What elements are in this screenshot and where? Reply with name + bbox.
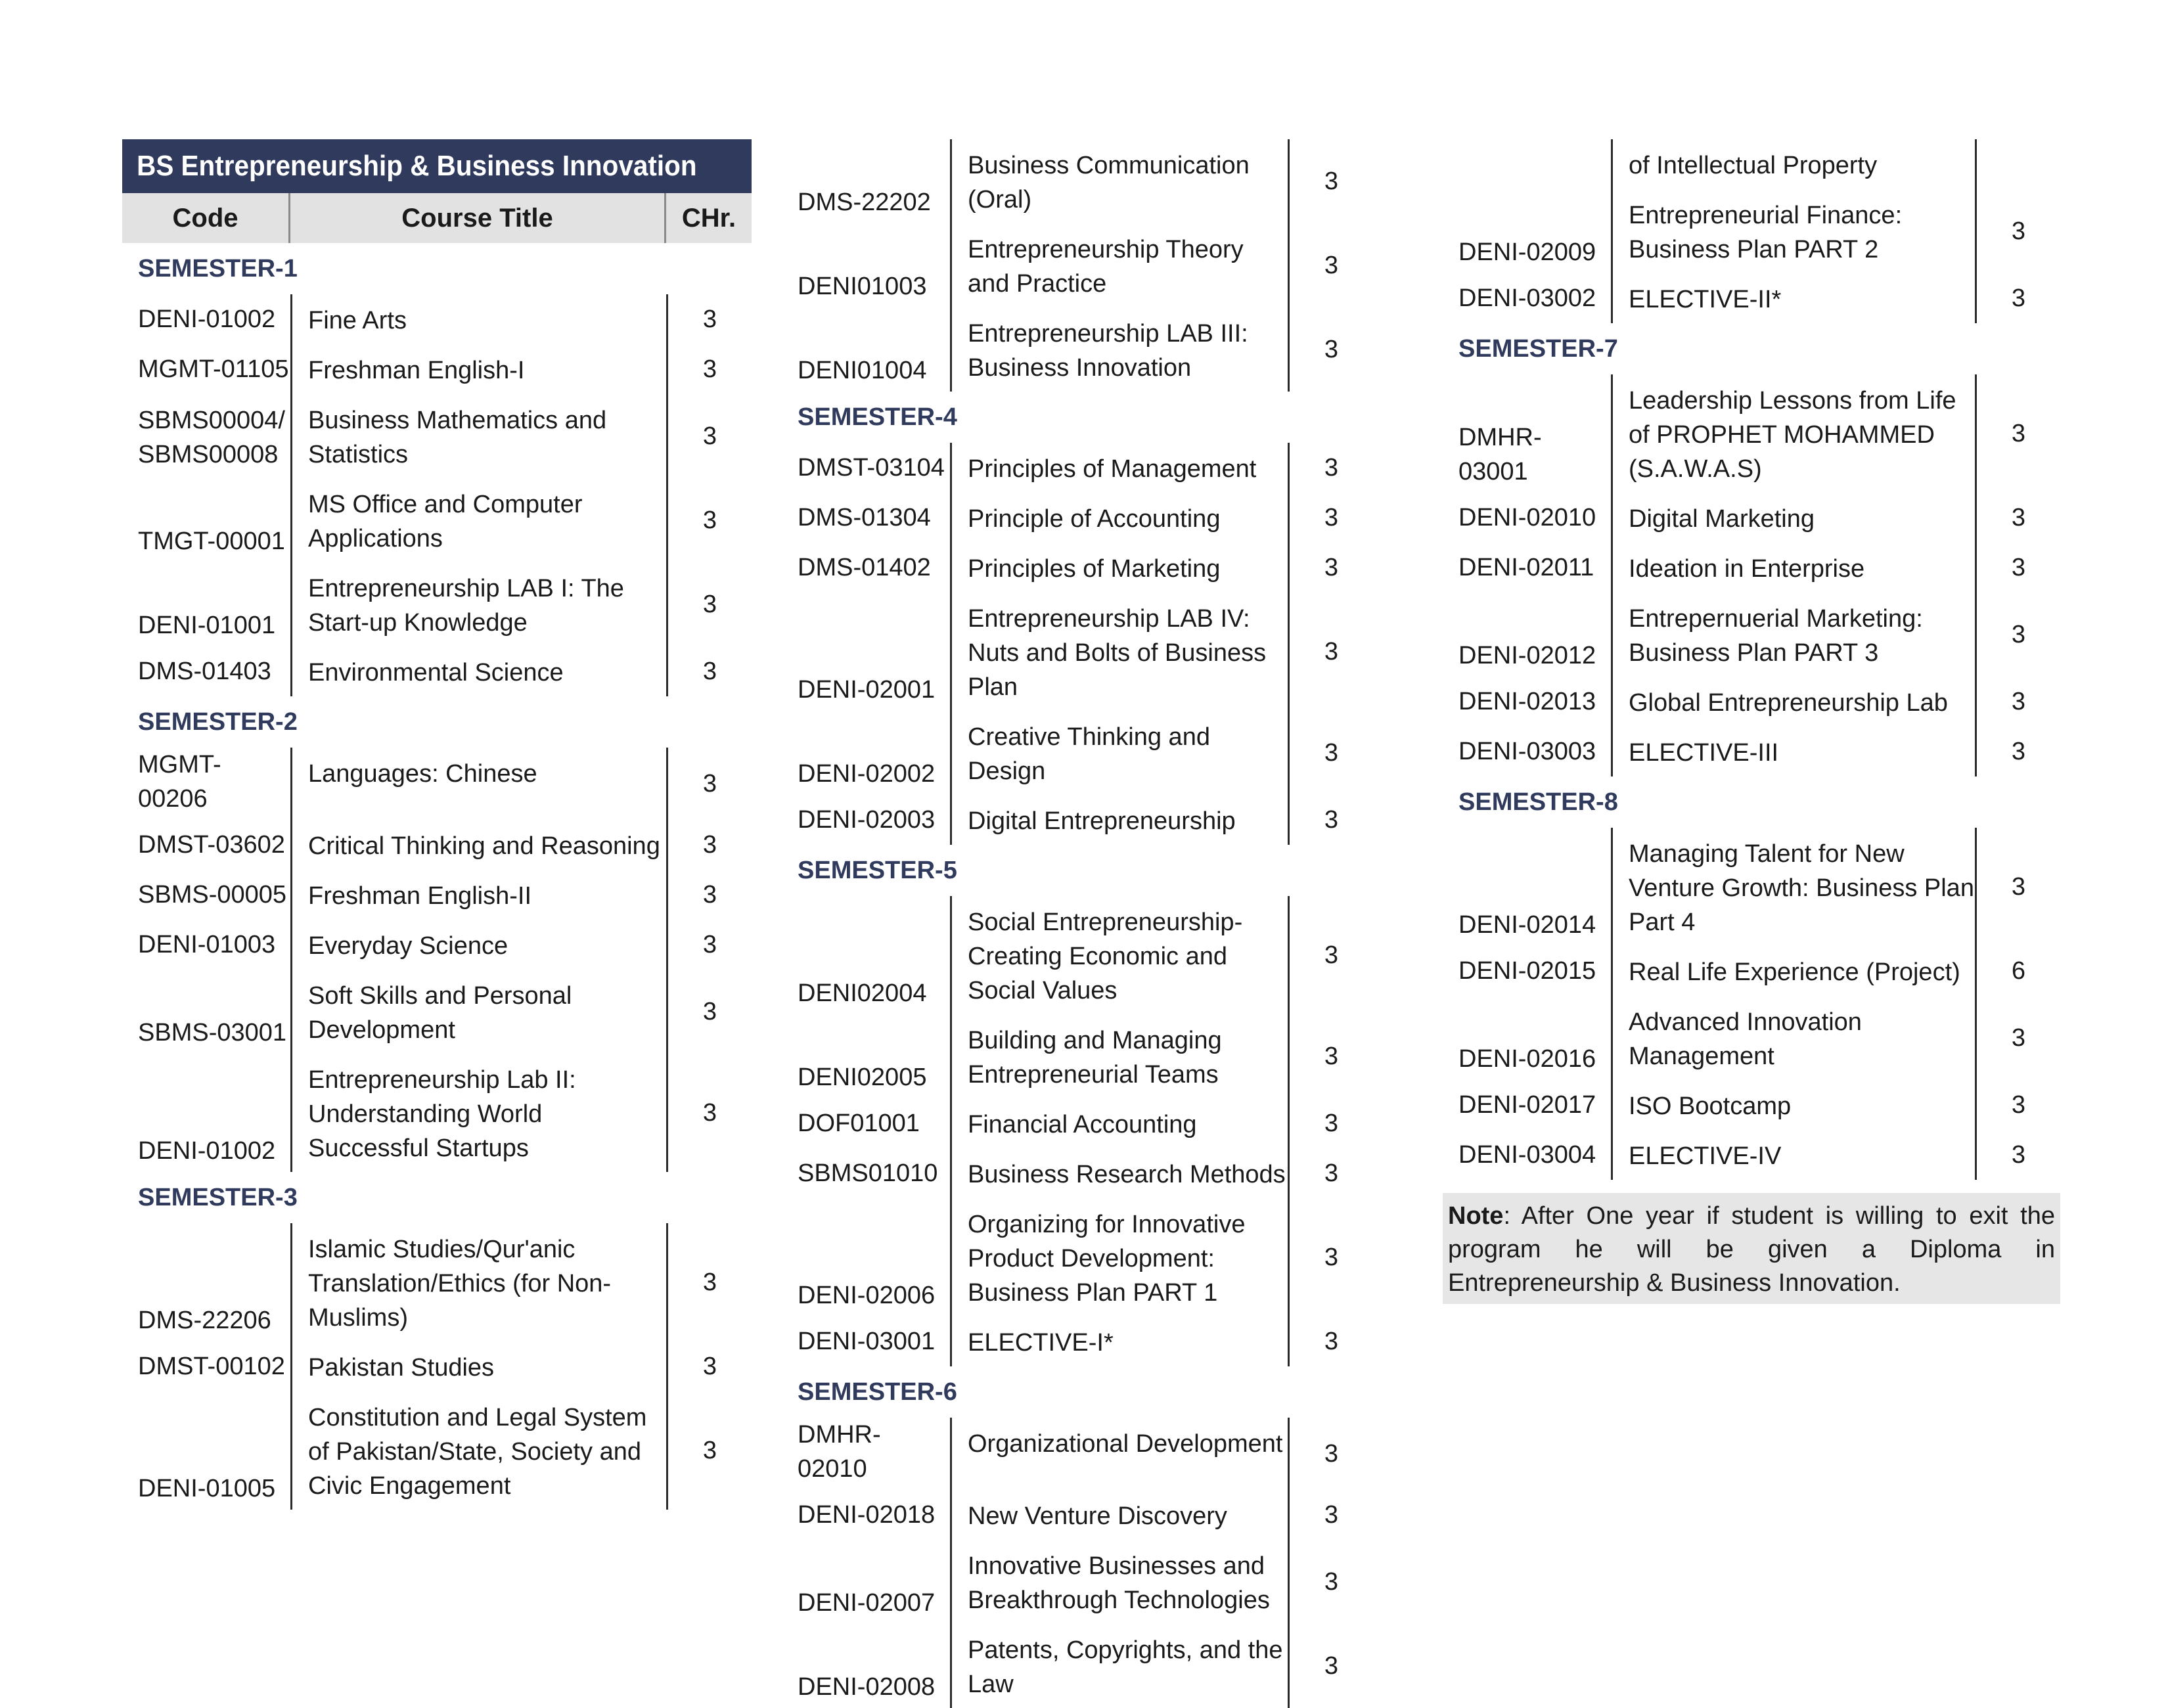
course-title: Business Communication (Oral) [950,139,1288,223]
course-title: ELECTIVE-III [1611,727,1975,776]
credit-hours: 3 [1975,727,2060,776]
credit-hours: 3 [666,562,752,646]
course-code: DENI-02015 [1458,957,1596,985]
course-row [122,1341,752,1391]
course-code: DENI-03003 [1458,738,1596,765]
course-title: Islamic Studies/Qur'anic Translation/Ethics (for Non-Muslims) [290,1223,666,1341]
header-course-title: Course Title [290,193,666,243]
semester-heading: SEMESTER-4 [798,403,957,431]
credit-hours: 3 [666,1054,752,1172]
course-title: Pakistan Studies [290,1341,666,1391]
course-code: DMS-01402 [798,554,931,581]
course-row [122,646,752,696]
credit-hours: 3 [1288,1198,1373,1316]
course-title: Entrepreneurship Theory and Practice [950,223,1288,307]
course-title: of Intellectual Property [1611,139,1975,189]
course-title: ELECTIVE-II* [1611,273,1975,323]
course-row [782,223,1373,307]
table-header [122,193,752,243]
course-title: MS Office and Computer Applications [290,478,666,562]
course-row [1443,727,2060,776]
credit-hours: 3 [1288,139,1373,223]
course-title: Entrepreneurship LAB III: Business Innovation [950,307,1288,392]
course-title: Entrepreneurship LAB I: The Start-up Knowledge [290,562,666,646]
course-row [782,543,1373,593]
credit-hours: 3 [1288,1540,1373,1624]
course-row [122,1054,752,1172]
course-code: DENI-02006 [798,1282,936,1309]
course-code: DENI-03004 [1458,1141,1596,1169]
course-row [122,344,752,394]
course-row [1443,139,2060,189]
course-code: DENI-02010 [1458,504,1596,531]
course-code: DENI-01002 [138,1137,276,1165]
credit-hours: 3 [1288,711,1373,795]
course-title: Principle of Accounting [950,493,1288,543]
course-row [122,870,752,920]
credit-hours: 3 [666,1223,752,1341]
credit-hours: 3 [666,344,752,394]
header-code: Code [122,193,290,243]
course-row [122,1391,752,1510]
course-title: Business Research Methods [950,1148,1288,1198]
program-title-banner [122,139,752,193]
credit-hours: 3 [1975,828,2060,946]
credit-hours: 6 [1975,946,2060,996]
course-row [782,1198,1373,1316]
credit-hours: 3 [1975,374,2060,493]
credit-hours: 3 [666,478,752,562]
course-code: MGMT-01105 [138,355,289,383]
course-row [782,1316,1373,1366]
course-row [782,1148,1373,1198]
course-code: DMS-01403 [138,658,271,685]
course-title: New Venture Discovery [950,1490,1288,1540]
credit-hours: 3 [1288,493,1373,543]
course-row [1443,543,2060,593]
course-code: DMST-03104 [798,454,945,482]
course-row [122,748,752,820]
course-code: DENI-03002 [1458,284,1596,312]
course-code: DMS-22206 [138,1307,271,1334]
course-code: DENI-02014 [1458,911,1596,939]
credit-hours: 3 [1975,593,2060,677]
credit-hours: 3 [1975,543,2060,593]
course-row [122,394,752,478]
course-code: DENI-01001 [138,612,276,639]
credit-hours: 3 [666,1341,752,1391]
course-code: DOF01001 [798,1110,920,1137]
course-row [1443,677,2060,727]
course-title: Entrepernuerial Marketing: Business Plan PART 3 [1611,593,1975,677]
course-code: DENI-02017 [1458,1091,1596,1119]
course-title: Advanced Innovation Management [1611,996,1975,1080]
course-code: DMS-22202 [798,189,931,216]
credit-hours: 3 [1288,896,1373,1014]
course-code: DENI02004 [798,979,927,1007]
course-code: DENI01004 [798,357,927,384]
course-title: ELECTIVE-I* [950,1316,1288,1366]
course-title: Principles of Management [950,443,1288,493]
column-1-rows [122,243,752,1510]
semester-heading: SEMESTER-2 [138,708,298,736]
credit-hours: 3 [1288,223,1373,307]
credit-hours: 3 [666,1391,752,1510]
course-title: Creative Thinking and Design [950,711,1288,795]
credit-hours: 3 [1288,1418,1373,1490]
course-title: Global Entrepreneurship Lab [1611,677,1975,727]
course-code: DENI-01002 [138,305,276,333]
credit-hours: 3 [666,920,752,970]
course-title: Soft Skills and Personal Development [290,970,666,1054]
course-title: Organizational Development [950,1418,1288,1490]
course-code: DENI-02002 [798,760,936,788]
course-code: DENI-03001 [798,1328,936,1355]
course-row [782,493,1373,543]
course-code: DENI-02003 [798,806,936,834]
note-text: : After One year if student is willing to exit the program he will be given a Diploma in Entrepreneurship & Business Innovation. [1448,1202,2055,1297]
course-code: DENI-02007 [798,1589,936,1617]
curriculum-column-3 [1443,139,2060,1304]
course-title: Everyday Science [290,920,666,970]
course-row [1443,1130,2060,1180]
course-code [1443,139,1611,189]
course-code: DENI-02001 [798,676,936,704]
header-credit-hours: CHr. [681,203,736,233]
course-row [122,562,752,646]
course-title: Freshman English-I [290,344,666,394]
credit-hours [1975,139,2060,189]
course-title: Digital Entrepreneurship [950,795,1288,845]
course-code: SBMS01010 [798,1159,938,1187]
credit-hours: 3 [666,394,752,478]
credit-hours: 3 [1975,273,2060,323]
course-row [782,1418,1373,1490]
semester-heading: SEMESTER-8 [1458,788,1618,816]
course-title: Entrepreneurship Lab II: Understanding World Successful Startups [290,1054,666,1172]
column-2-rows [782,139,1373,1708]
course-title: Innovative Businesses and Breakthrough Technologies [950,1540,1288,1624]
credit-hours: 3 [1288,1148,1373,1198]
course-row [782,593,1373,711]
course-row [782,1014,1373,1098]
course-code: DMS-01304 [798,504,931,531]
course-title: Leadership Lessons from Life of PROPHET MOHAMMED (S.A.W.A.S) [1611,374,1975,493]
course-code: MGMT-00206 [138,751,221,813]
program-title: BS Entrepreneurship & Business Innovation [122,139,752,193]
course-code: DMHR-02010 [798,1421,881,1483]
course-code: DENI-02012 [1458,642,1596,669]
course-row [1443,374,2060,493]
credit-hours: 3 [1288,1098,1373,1148]
credit-hours: 3 [1288,443,1373,493]
credit-hours: 3 [1975,493,2060,543]
course-code: DENI-01005 [138,1475,276,1502]
course-code: SBMS-00005 [138,881,287,909]
course-row [782,1098,1373,1148]
curriculum-column-1 [122,139,752,1510]
course-row [1443,593,2060,677]
course-row [782,1624,1373,1708]
course-title: Languages: Chinese [290,748,666,820]
semester-heading: SEMESTER-5 [798,857,957,884]
course-title: Constitution and Legal System of Pakistan/State, Society and Civic Engagement [290,1391,666,1510]
credit-hours: 3 [1288,795,1373,845]
course-title: Social Entrepreneurship-Creating Economic and Social Values [950,896,1288,1014]
course-code: DMST-00102 [138,1353,285,1380]
curriculum-column-2 [782,139,1373,1708]
course-code: SBMS-03001 [138,1019,287,1046]
course-title: Financial Accounting [950,1098,1288,1148]
credit-hours: 3 [1288,1316,1373,1366]
credit-hours: 3 [666,970,752,1054]
course-row [1443,493,2060,543]
course-title: Building and Managing Entrepreneurial Teams [950,1014,1288,1098]
course-title: Fine Arts [290,294,666,344]
course-row [782,795,1373,845]
credit-hours: 3 [1975,996,2060,1080]
credit-hours: 3 [1288,1490,1373,1540]
course-title: Environmental Science [290,646,666,696]
credit-hours: 3 [1288,1624,1373,1708]
credit-hours: 3 [1288,593,1373,711]
course-row [782,711,1373,795]
course-row [1443,828,2060,946]
course-title: ISO Bootcamp [1611,1080,1975,1130]
course-title: Entrepreneurial Finance: Business Plan PART 2 [1611,189,1975,273]
course-row [122,920,752,970]
semester-heading: SEMESTER-6 [798,1378,957,1406]
note-label: Note [1448,1202,1504,1230]
credit-hours: 3 [1975,677,2060,727]
credit-hours: 3 [666,820,752,870]
course-title: Entrepreneurship LAB IV: Nuts and Bolts of Business Plan [950,593,1288,711]
course-row [122,478,752,562]
course-row [122,970,752,1054]
course-title: ELECTIVE-IV [1611,1130,1975,1180]
column-3-rows [1443,139,2060,1180]
course-code: DENI-02009 [1458,238,1596,266]
course-row [782,896,1373,1014]
course-title: Real Life Experience (Project) [1611,946,1975,996]
course-code: DENI-02008 [798,1673,936,1701]
semester-heading: SEMESTER-3 [138,1184,298,1211]
course-title: Critical Thinking and Reasoning [290,820,666,870]
course-code: DENI01003 [798,273,927,300]
course-row [1443,1080,2060,1130]
course-row [122,294,752,344]
exit-note [1443,1193,2060,1304]
semester-heading: SEMESTER-7 [1458,335,1618,363]
course-row [1443,996,2060,1080]
credit-hours: 3 [1975,1130,2060,1180]
course-row [782,139,1373,223]
credit-hours: 3 [666,646,752,696]
credit-hours: 3 [666,870,752,920]
credit-hours: 3 [666,294,752,344]
course-code: DENI-02016 [1458,1045,1596,1073]
course-title: Managing Talent for New Venture Growth: Business Plan Part 4 [1611,828,1975,946]
course-code: DENI-02013 [1458,688,1596,715]
credit-hours: 3 [1288,1014,1373,1098]
course-title: Ideation in Enterprise [1611,543,1975,593]
credit-hours: 3 [666,748,752,820]
course-row [782,1540,1373,1624]
credit-hours: 3 [1975,1080,2060,1130]
credit-hours: 3 [1975,189,2060,273]
course-title: Digital Marketing [1611,493,1975,543]
course-title: Patents, Copyrights, and the Law [950,1624,1288,1708]
course-code: TMGT-00001 [138,528,285,555]
course-code: SBMS00004/ SBMS00008 [138,407,285,468]
course-code: DENI-02011 [1458,554,1594,581]
course-title: Organizing for Innovative Product Development: Business Plan PART 1 [950,1198,1288,1316]
course-row [782,307,1373,392]
course-row [782,443,1373,493]
course-code: DENI-02018 [798,1501,936,1529]
course-row [1443,273,2060,323]
semester-heading: SEMESTER-1 [138,255,298,282]
course-title: Principles of Marketing [950,543,1288,593]
course-row [122,820,752,870]
credit-hours: 3 [1288,543,1373,593]
course-title: Freshman English-II [290,870,666,920]
credit-hours: 3 [1288,307,1373,392]
course-code: DMHR-03001 [1458,424,1542,485]
course-code: DENI-01003 [138,931,276,958]
course-row [1443,189,2060,273]
course-code: DENI02005 [798,1064,927,1091]
course-row [122,1223,752,1341]
course-code: DMST-03602 [138,831,285,859]
course-row [782,1490,1373,1540]
course-row [1443,946,2060,996]
course-title: Business Mathematics and Statistics [290,394,666,478]
